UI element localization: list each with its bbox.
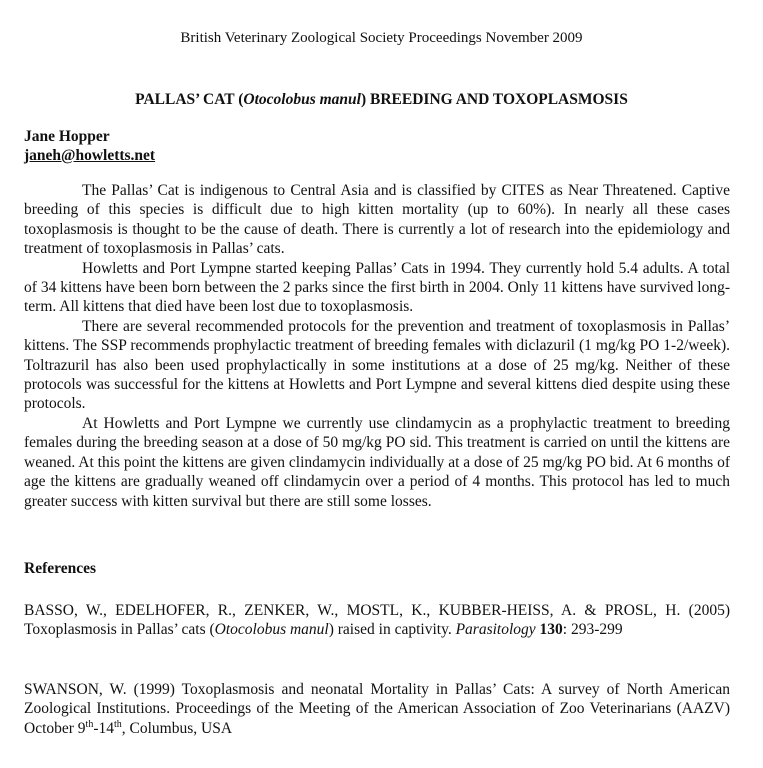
title-species: Otocolobus manul xyxy=(243,91,361,108)
reference-swanson xyxy=(24,680,730,738)
ref1-pages: : 293-299 xyxy=(562,621,623,639)
ref1-volume: 130 xyxy=(539,621,563,639)
references-heading: References xyxy=(24,560,97,577)
ref1-mid: ) raised in captivity. xyxy=(328,621,456,639)
title-part-1: PALLAS’ CAT ( xyxy=(135,91,244,108)
author-email-link[interactable]: janeh@howletts.net xyxy=(24,147,156,164)
body-paragraph: At Howletts and Port Lympne we currently use clindamycin as a prophylactic treatment to breeding females during the breeding season at a dose of 50 mg/kg PO sid. This treatment is carried on until the kittens are weaned. At this point the kittens are given clindamycin individually at a dose of 25 mg/kg PO bid. At 6 months of age the kittens are gradually weaned off clindamycin over a period of 4 months. This protocol has led to much greater success with kitten survival but there are still some losses. xyxy=(24,414,730,510)
ref2-sup-1: th xyxy=(85,718,94,730)
title-part-2: ) BREEDING AND TOXOPLASMOSIS xyxy=(360,91,628,108)
ref2-text: SWANSON, W. (1999) Toxoplasmosis and neonatal Mortality in Pallas’ Cats: A survey of North American Zoological Institutions. Proceedings of the Meeting of the American Association of Zoo Veterinarians (AAZV) October 9 xyxy=(24,681,730,737)
ref2-dash: -14 xyxy=(93,719,114,737)
body-paragraph: There are several recommended protocols for the prevention and treatment of toxoplasmosis in Pallas’ kittens. The SSP recommends prophylactic treatment of breeding females with diclazuril (1 mg/kg PO 1-2/week). Toltrazuril has also been used prophylactically in some institutions at a dose of 25 mg/kg. Neither of these protocols was successful for the kittens at Howletts and Port Lympne and several kittens died despite using these protocols. xyxy=(24,317,730,413)
author-name: Jane Hopper xyxy=(24,128,110,145)
body-paragraph: The Pallas’ Cat is indigenous to Central Asia and is classified by CITES as Near Threatened. Captive breeding of this species is difficult due to high kitten mortality (up to 60%). In nearly all these cases toxoplasmosis is thought to be the cause of death. There is currently a lot of research into the epidemiology and treatment of toxoplasmosis in Pallas’ cats. xyxy=(24,182,730,258)
ref1-species: Otocolobus manul xyxy=(214,621,329,639)
body-paragraph: Howletts and Port Lympne started keeping Pallas’ Cats in 1994. They currently hold 5.4 adults. A total of 34 kittens have been born between the 2 parks since the first birth in 2004. Only 11 kittens have survived long-term. All kittens that died have been lost due to toxoplasmosis. xyxy=(24,259,730,316)
ref2-sup-2: th xyxy=(114,718,122,730)
running-header: British Veterinary Zoological Society Proceedings November 2009 xyxy=(180,30,583,46)
paper-title xyxy=(0,90,763,110)
ref2-end: , Columbus, USA xyxy=(121,719,233,737)
reference-basso xyxy=(24,601,730,640)
ref1-journal: Parasitology xyxy=(455,621,536,639)
body-text xyxy=(24,181,730,511)
ref1-authors: BASSO, W., EDELHOFER, R., ZENKER, W., MOSTL, K., KUBBER-HEISS, A. & PROSL, H. (2005) Toxoplasmosis in Pallas’ cats ( xyxy=(24,602,730,639)
